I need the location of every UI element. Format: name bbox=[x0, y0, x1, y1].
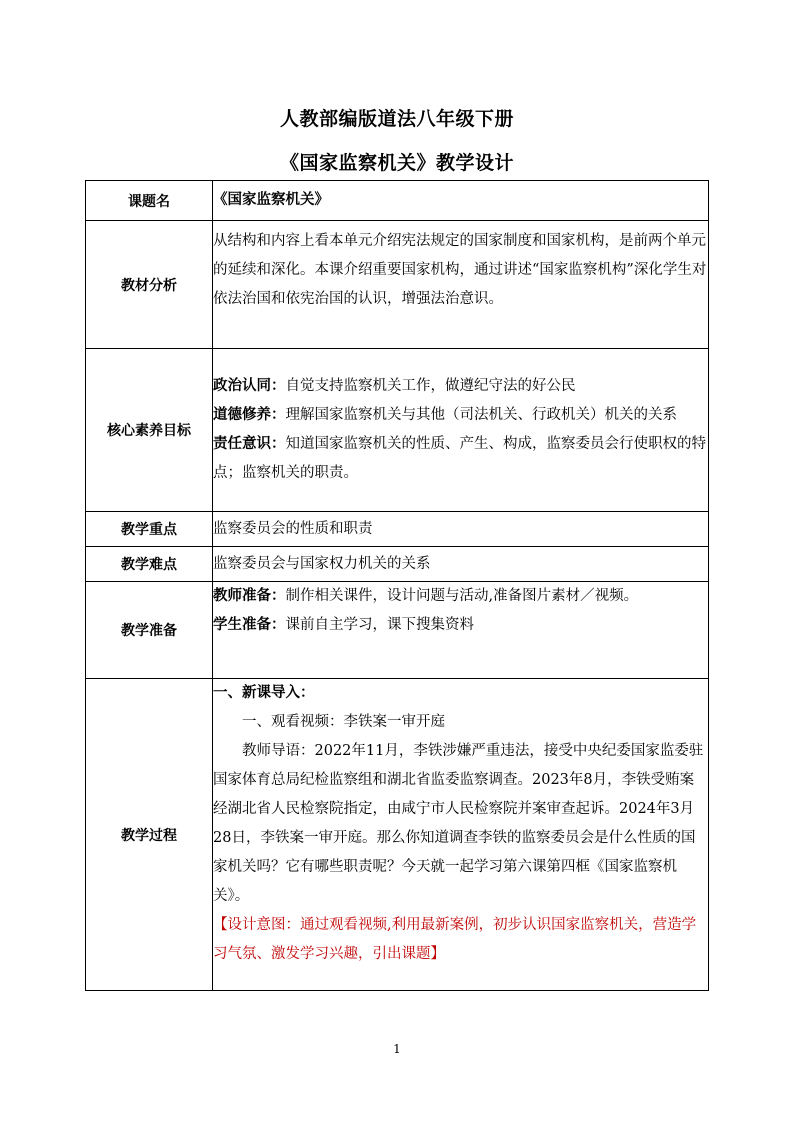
goal-item bbox=[213, 430, 708, 488]
preparation-item bbox=[213, 611, 708, 640]
page-number: 1 bbox=[393, 1042, 401, 1056]
process-label: 教学过程 bbox=[86, 679, 213, 991]
preparation-text: 制作相关课件，设计问题与活动,准备图片素材／视频。 bbox=[285, 588, 639, 604]
preparation-item bbox=[213, 582, 708, 611]
table-row-preparation bbox=[86, 582, 709, 679]
goal-term: 责任意识： bbox=[213, 436, 286, 452]
goal-item bbox=[213, 401, 708, 430]
goal-text: 知道国家监察机关的性质、产生、构成，监察委员会行使职权的特点；监察机关的职责。 bbox=[213, 436, 706, 481]
design-intent-note: 【设计意图：通过观看视频,利用最新案例，初步认识国家监察机关，营造学习气氛、激发学习兴趣，引出课题】 bbox=[213, 917, 697, 962]
difficulty-value: 监察委员会与国家权力机关的关系 bbox=[213, 547, 709, 582]
table-row-key-point bbox=[86, 512, 709, 547]
document-subtitle: 《国家监察机关》教学设计 bbox=[279, 152, 514, 174]
topic-value: 《国家监察机关》 bbox=[213, 181, 709, 221]
preparation-term: 学生准备： bbox=[213, 617, 286, 633]
document-title: 人教部编版道法八年级下册 bbox=[279, 108, 514, 130]
key-point-value: 监察委员会的性质和职责 bbox=[213, 512, 709, 547]
topic-label: 课题名 bbox=[86, 181, 213, 221]
preparation-label: 教学准备 bbox=[86, 582, 213, 679]
goal-text: 理解国家监察机关与其他（司法机关、行政机关）机关的关系 bbox=[285, 407, 677, 423]
goal-term: 政治认同： bbox=[213, 378, 286, 394]
process-section-title: 一、新课导入： bbox=[213, 685, 315, 701]
analysis-text: 从结构和内容上看本单元介绍宪法规定的国家制度和国家机构，是前两个单元的延续和深化。本课介绍重要国家机构，通过讲述“国家监察机构”深化学生对依法治国和依宪治国的认识，增强法治意识。 bbox=[213, 233, 707, 307]
process-sub-title: 一、观看视频：李铁案一审开庭 bbox=[242, 714, 445, 730]
goals-label: 核心素养目标 bbox=[86, 349, 213, 512]
preparation-term: 教师准备： bbox=[213, 588, 286, 604]
lesson-plan-table bbox=[85, 180, 709, 991]
goal-term: 道德修养： bbox=[213, 407, 286, 423]
difficulty-label: 教学难点 bbox=[86, 547, 213, 582]
table-row-difficulty bbox=[86, 547, 709, 582]
table-row-process bbox=[86, 679, 709, 991]
table-row-goals bbox=[86, 349, 709, 512]
preparation-text: 课前自主学习，课下搜集资料 bbox=[285, 617, 474, 633]
process-content bbox=[213, 679, 709, 991]
table-row-analysis bbox=[86, 221, 709, 349]
goal-item bbox=[213, 372, 708, 401]
process-paragraph: 教师导语：2022年11月，李铁涉嫌严重违法，接受中央纪委国家监委驻国家体育总局纪检监察组和湖北省监委监察调查。2023年8月，李铁受贿案经湖北省人民检察院指定，由咸宁市人民检察院并案审查起诉。2024年3月28日，李铁案一审开庭。那么你知道调查李铁的监察委员会是什么性质的国家机关吗？它有哪些职责呢？今天就一起学习第六课第四框《国家监察机关》。 bbox=[213, 743, 704, 904]
preparation-content bbox=[213, 582, 709, 679]
analysis-label: 教材分析 bbox=[86, 221, 213, 349]
key-point-label: 教学重点 bbox=[86, 512, 213, 547]
goals-content bbox=[213, 349, 709, 512]
table-row-topic bbox=[86, 181, 709, 221]
goal-text: 自觉支持监察机关工作，做遵纪守法的好公民 bbox=[285, 378, 576, 394]
